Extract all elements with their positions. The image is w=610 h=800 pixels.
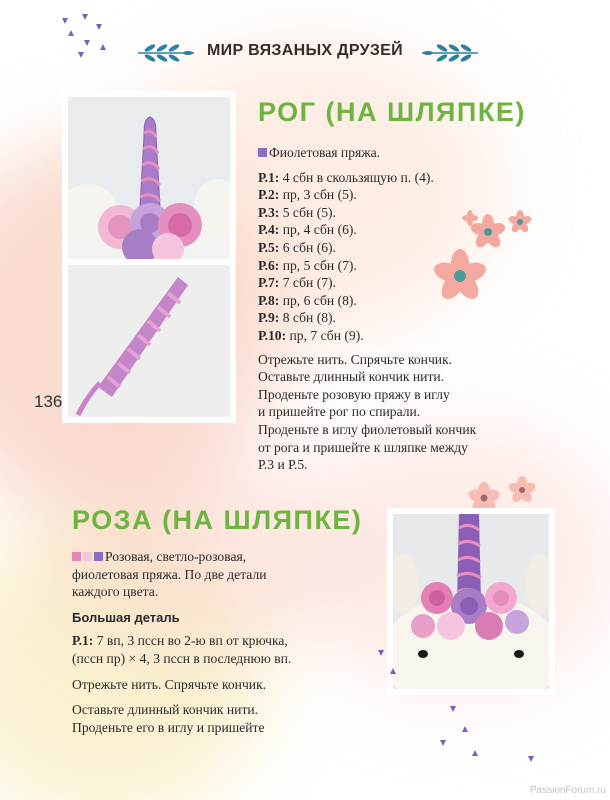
section-horn-text [258, 144, 558, 474]
horn-row: Р.3: 5 сбн (5). [258, 204, 336, 220]
section-title-rose: РОЗА (НА ШЛЯПКЕ) [72, 505, 363, 535]
horn-row: Р.9: 8 сбн (8). [258, 310, 336, 326]
horn-finish-line: Проденьте розовую пряжу в иглу [258, 386, 450, 402]
rose-row-1: Р.1: 7 вп, 3 пссн во 2-ю вп от крючка, [72, 633, 288, 649]
rose-subheading: Большая деталь [72, 609, 180, 625]
photo-horn-on-hat [68, 97, 230, 259]
horn-row: Р.5: 6 сбн (6). [258, 239, 336, 255]
page-header [0, 34, 610, 74]
flower-bottom-icon [466, 476, 546, 516]
photo-horn-detail [68, 265, 230, 417]
leaf-ornament-right-icon [420, 42, 480, 64]
page-number: 136 [34, 392, 63, 411]
horn-row: Р.10: пр, 7 сбн (9). [258, 327, 364, 343]
watermark: PassionForum.ru [529, 785, 606, 796]
page-header-title: МИР ВЯЗАНЫХ ДРУЗЕЙ [207, 42, 403, 59]
section-rose-text: Розовая, светло-розовая, фиолетовая пряжа. По две детали каждого цвета. Большая деталь Р.1: 7 вп, 3 пссн во 2-ю вп от крючка, (пссн пр) × 4, 3 пссн в последнюю вп. Отрежьте нить. Спрячьте кончик. Оставьте длинный кончик нити. Проденьте его в иглу и пришейте [72, 548, 382, 736]
light-pink-yarn-swatch-icon [83, 552, 92, 561]
horn-finish-text [258, 351, 558, 474]
horn-finish-line: и пришейте рог по спирали. [258, 404, 421, 420]
violet-yarn-swatch-icon [94, 552, 103, 561]
horn-row: Р.2: пр, 3 сбн (5). [258, 187, 357, 203]
horn-finish-line: Р.3 и Р.5. [258, 457, 308, 473]
yarn-line [258, 144, 558, 162]
horn-row: Р.6: пр, 5 сбн (7). [258, 257, 357, 273]
violet-yarn-swatch-icon [258, 148, 267, 157]
horn-finish-line: Оставьте длинный кончик нити. [258, 369, 445, 385]
horn-row: Р.4: пр, 4 сбн (6). [258, 222, 357, 238]
section-title-horn: РОГ (НА ШЛЯПКЕ) [258, 97, 526, 127]
yarn-text: Фиолетовая пряжа. [269, 145, 381, 160]
horn-row: Р.8: пр, 6 сбн (8). [258, 292, 357, 308]
horn-row: Р.1: 4 сбн в скользящую п. (4). [258, 169, 434, 185]
photo-hat-with-roses [393, 514, 549, 689]
horn-row: Р.7: 7 сбн (7). [258, 275, 336, 291]
rose-yarn-line: Розовая, светло-розовая, [72, 548, 382, 566]
rose-cut-line: Отрежьте нить. Спрячьте кончик. [72, 676, 267, 692]
horn-finish-line: Отрежьте нить. Спрячьте кончик. [258, 351, 453, 367]
horn-finish-line: от рога и пришейте к шляпке между [258, 439, 468, 455]
horn-finish-line: Проденьте в иглу фиолетовый кончик [258, 421, 477, 437]
flower-large-icon [426, 246, 502, 306]
pink-yarn-swatch-icon [72, 552, 81, 561]
